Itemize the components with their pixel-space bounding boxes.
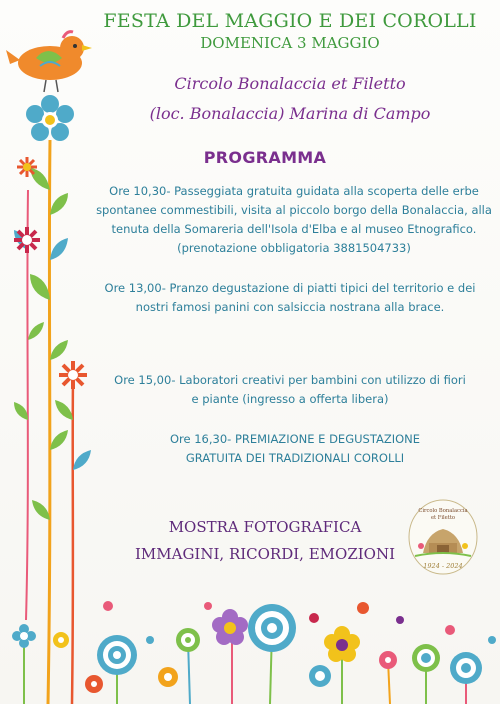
logo-line2: et Filetto xyxy=(430,515,456,521)
mostra-title: MOSTRA FOTOGRAFICA xyxy=(168,518,362,536)
mostra-subtitle: IMMAGINI, RICORDI, EMOZIONI xyxy=(134,545,396,563)
event-item-1500 xyxy=(100,371,480,409)
venue-location: (loc. Bonalaccia) Marina di Campo xyxy=(149,104,431,123)
event-date: DOMENICA 3 MAGGIO xyxy=(200,34,380,52)
event-line: GRATUITA DEI TRADIZIONALI COROLLI xyxy=(185,451,405,465)
event-item-1630 xyxy=(125,430,465,468)
event-line: (prenotazione obbligatoria 3881504733) xyxy=(177,241,411,255)
venue-name: Circolo Bonalaccia et Filetto xyxy=(174,74,406,93)
circolo-logo-seal xyxy=(407,498,479,576)
event-line: Ore 15,00- Laboratori creativi per bambini con utilizzo di fiori xyxy=(114,373,466,387)
event-item-1300 xyxy=(85,279,495,317)
event-line: tenuta della Somareria dell'Isola d'Elba e al museo Etnografico. xyxy=(111,222,477,236)
programma-heading: PROGRAMMA xyxy=(203,148,327,167)
logo-years: 1924 - 2024 xyxy=(423,562,463,570)
bird-illustration xyxy=(6,32,92,92)
event-line: Ore 13,00- Pranzo degustazione di piatti tipici del territorio e dei xyxy=(104,281,476,295)
event-line: Ore 10,30- Passeggiata gratuita guidata alla scoperta delle erbe xyxy=(109,184,479,198)
event-line: spontanee commestibili, visita al piccolo borgo della Bonalaccia, alla xyxy=(96,203,492,217)
event-line: nostri famosi panini con salsiccia nostrana alla brace. xyxy=(135,300,445,314)
logo-line1: Circolo Bonalaccia xyxy=(418,508,468,514)
event-title: FESTA DEL MAGGIO E DEI COROLLI xyxy=(103,10,477,32)
event-line: e piante (ingresso a offerta libera) xyxy=(191,392,389,406)
event-item-1030 xyxy=(95,182,493,258)
event-line: Ore 16,30- PREMIAZIONE E DEGUSTAZIONE xyxy=(169,432,421,446)
